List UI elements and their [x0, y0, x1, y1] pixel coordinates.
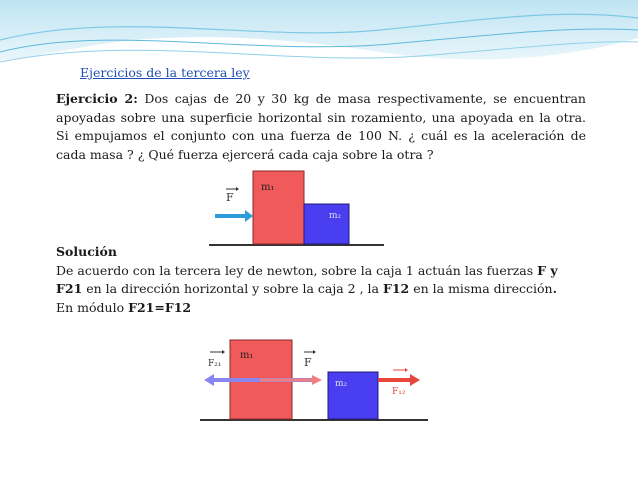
header-wave-banner [0, 0, 638, 75]
box-m2-label: m₂ [335, 379, 348, 389]
exercise-text: Dos cajas de 20 y 30 kg de masa respectivamente, se encuentran apoyadas sobre una superficie horizontal sin rozamiento, una apoyada en la otra. Si empujamos el conjunto con una fuerza de 100 N. ¿ cuál es la aceleración de cada masa ? ¿ Qué fuerza ejercerá cada caja sobre la otra ? [56, 91, 586, 162]
solution-block [56, 243, 586, 317]
force-f12-label: F₁₂ [392, 387, 406, 397]
figure-force-pairs [200, 334, 428, 426]
exercise-statement [56, 90, 586, 164]
solution-bold-2: F12 [382, 281, 410, 296]
box-m2 [304, 204, 349, 244]
exercise-label: Ejercicio 2: [56, 91, 138, 106]
force-f-label: F [226, 191, 234, 204]
solution-bold-4: F21=F12 [128, 299, 192, 315]
box-m1-label: m₁ [240, 350, 254, 361]
solution-title: Solución [56, 244, 117, 259]
box-m1-label: m₁ [261, 182, 275, 193]
solution-text-3: en la misma dirección [409, 281, 553, 296]
solution-text-1: De acuerdo con la tercera ley de newton, sobre la caja 1 actuán las fuerzas [56, 262, 538, 278]
solution-text-4: En módulo [56, 299, 129, 315]
solution-text-2: en la dirección horizontal y sobre la caja 2 , la [82, 281, 383, 296]
box-m2-label: m₂ [329, 211, 342, 221]
section-subtitle: Ejercicios de la tercera ley [80, 65, 250, 80]
solution-bold-1: F y F21 [56, 262, 558, 296]
force-f-label: F [304, 356, 312, 369]
solution-bold-3: . [552, 281, 557, 296]
force-f21-label: F₂₁ [208, 359, 222, 369]
figure-two-boxes-push [209, 168, 384, 248]
